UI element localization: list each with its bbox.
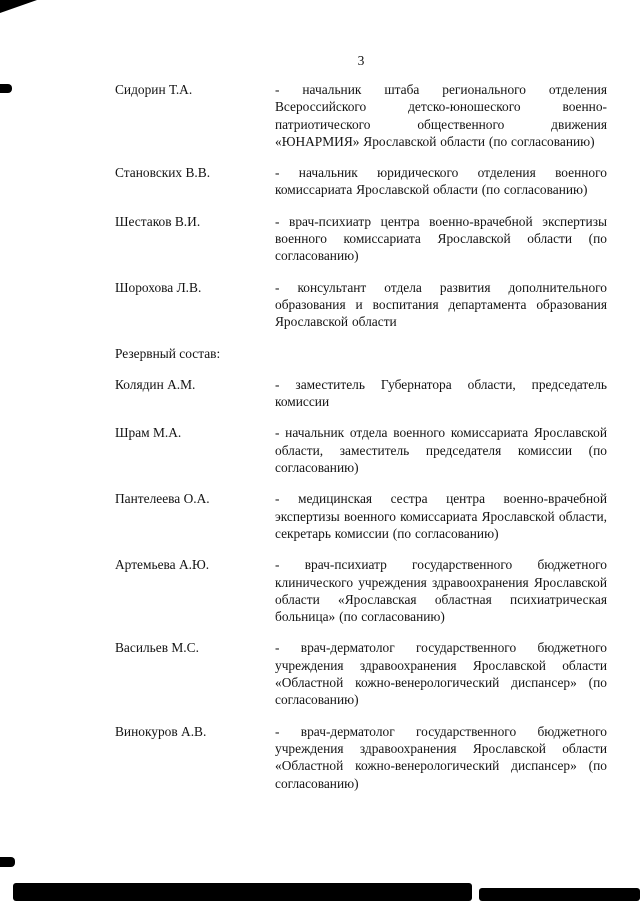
- person-role: - врач-дерматолог государственного бюджетного учреждения здравоохранения Ярославской области «Областной кожно-венерологический диспансер» (по согласованию): [275, 723, 607, 791]
- roster-entry: [115, 556, 607, 625]
- person-role: - консультант отдела развития дополнительного образования и воспитания департамента образования Ярославской области: [275, 279, 607, 330]
- person-name: Колядин А.М.: [115, 376, 196, 392]
- person-name: Артемьева А.Ю.: [115, 557, 210, 573]
- person-role: - начальник отдела военного комиссариата Ярославской области, заместитель председателя комиссии (по согласованию): [275, 425, 607, 476]
- page-number: 3: [357, 53, 365, 68]
- person-name: Пантелеева О.А.: [115, 491, 210, 507]
- reserve-roster-heading: Резервный состав:: [115, 345, 221, 361]
- roster-entry: [115, 639, 607, 708]
- roster-entry: [115, 376, 607, 411]
- roster-entry: [115, 490, 607, 542]
- scan-artifact-left-edge-dash: [0, 857, 15, 867]
- roster-entry: [115, 279, 607, 331]
- person-name: Становских В.В.: [115, 165, 211, 181]
- scan-artifact-bottom-bar: [479, 888, 640, 901]
- person-name: Шорохова Л.В.: [115, 279, 202, 295]
- roster-entry: [115, 81, 607, 150]
- person-name: Шрам М.А.: [115, 425, 182, 441]
- person-role: - начальник юридического отделения военного комиссариата Ярославской области (по согласованию): [275, 165, 607, 198]
- scan-artifact-bottom-bar: [13, 883, 472, 901]
- person-name: Васильев М.С.: [115, 640, 199, 656]
- document-content: [115, 81, 607, 806]
- person-role: - заместитель Губернатора области, председатель комиссии: [275, 376, 607, 410]
- roster-entry: [115, 424, 607, 476]
- person-role: - врач-психиатр государственного бюджетного клинического учреждения здравоохранения Ярославской области «Ярославская областная психиатрическая больница» (по согласованию): [275, 557, 607, 625]
- scan-artifact-left-edge-dash: [0, 84, 12, 93]
- person-role: - начальник штаба регионального отделения Всероссийского детско-юношеского военно-патриотического общественного движения «ЮНАРМИЯ» Ярославской области (по согласованию): [275, 82, 607, 149]
- scan-artifact-top-left-wedge: [0, 0, 37, 13]
- roster-entry: [115, 723, 607, 792]
- person-role: - врач-дерматолог государственного бюджетного учреждения здравоохранения Ярославской области «Областной кожно-венерологический диспансер» (по согласованию): [275, 640, 607, 708]
- person-name: Винокуров А.В.: [115, 723, 207, 739]
- person-role: - врач-психиатр центра военно-врачебной экспертизы военного комиссариата Ярославской области (по согласованию): [275, 213, 607, 264]
- roster-entry: [115, 164, 607, 199]
- person-name: Сидорин Т.А.: [115, 82, 193, 97]
- person-name: Шестаков В.И.: [115, 213, 201, 229]
- roster-entry: [115, 213, 607, 265]
- reserve-roster: [115, 376, 607, 792]
- main-roster: [115, 81, 607, 331]
- person-role: - медицинская сестра центра военно-врачебной экспертизы военного комиссариата Ярославской области, секретарь комиссии (по согласованию): [275, 491, 607, 541]
